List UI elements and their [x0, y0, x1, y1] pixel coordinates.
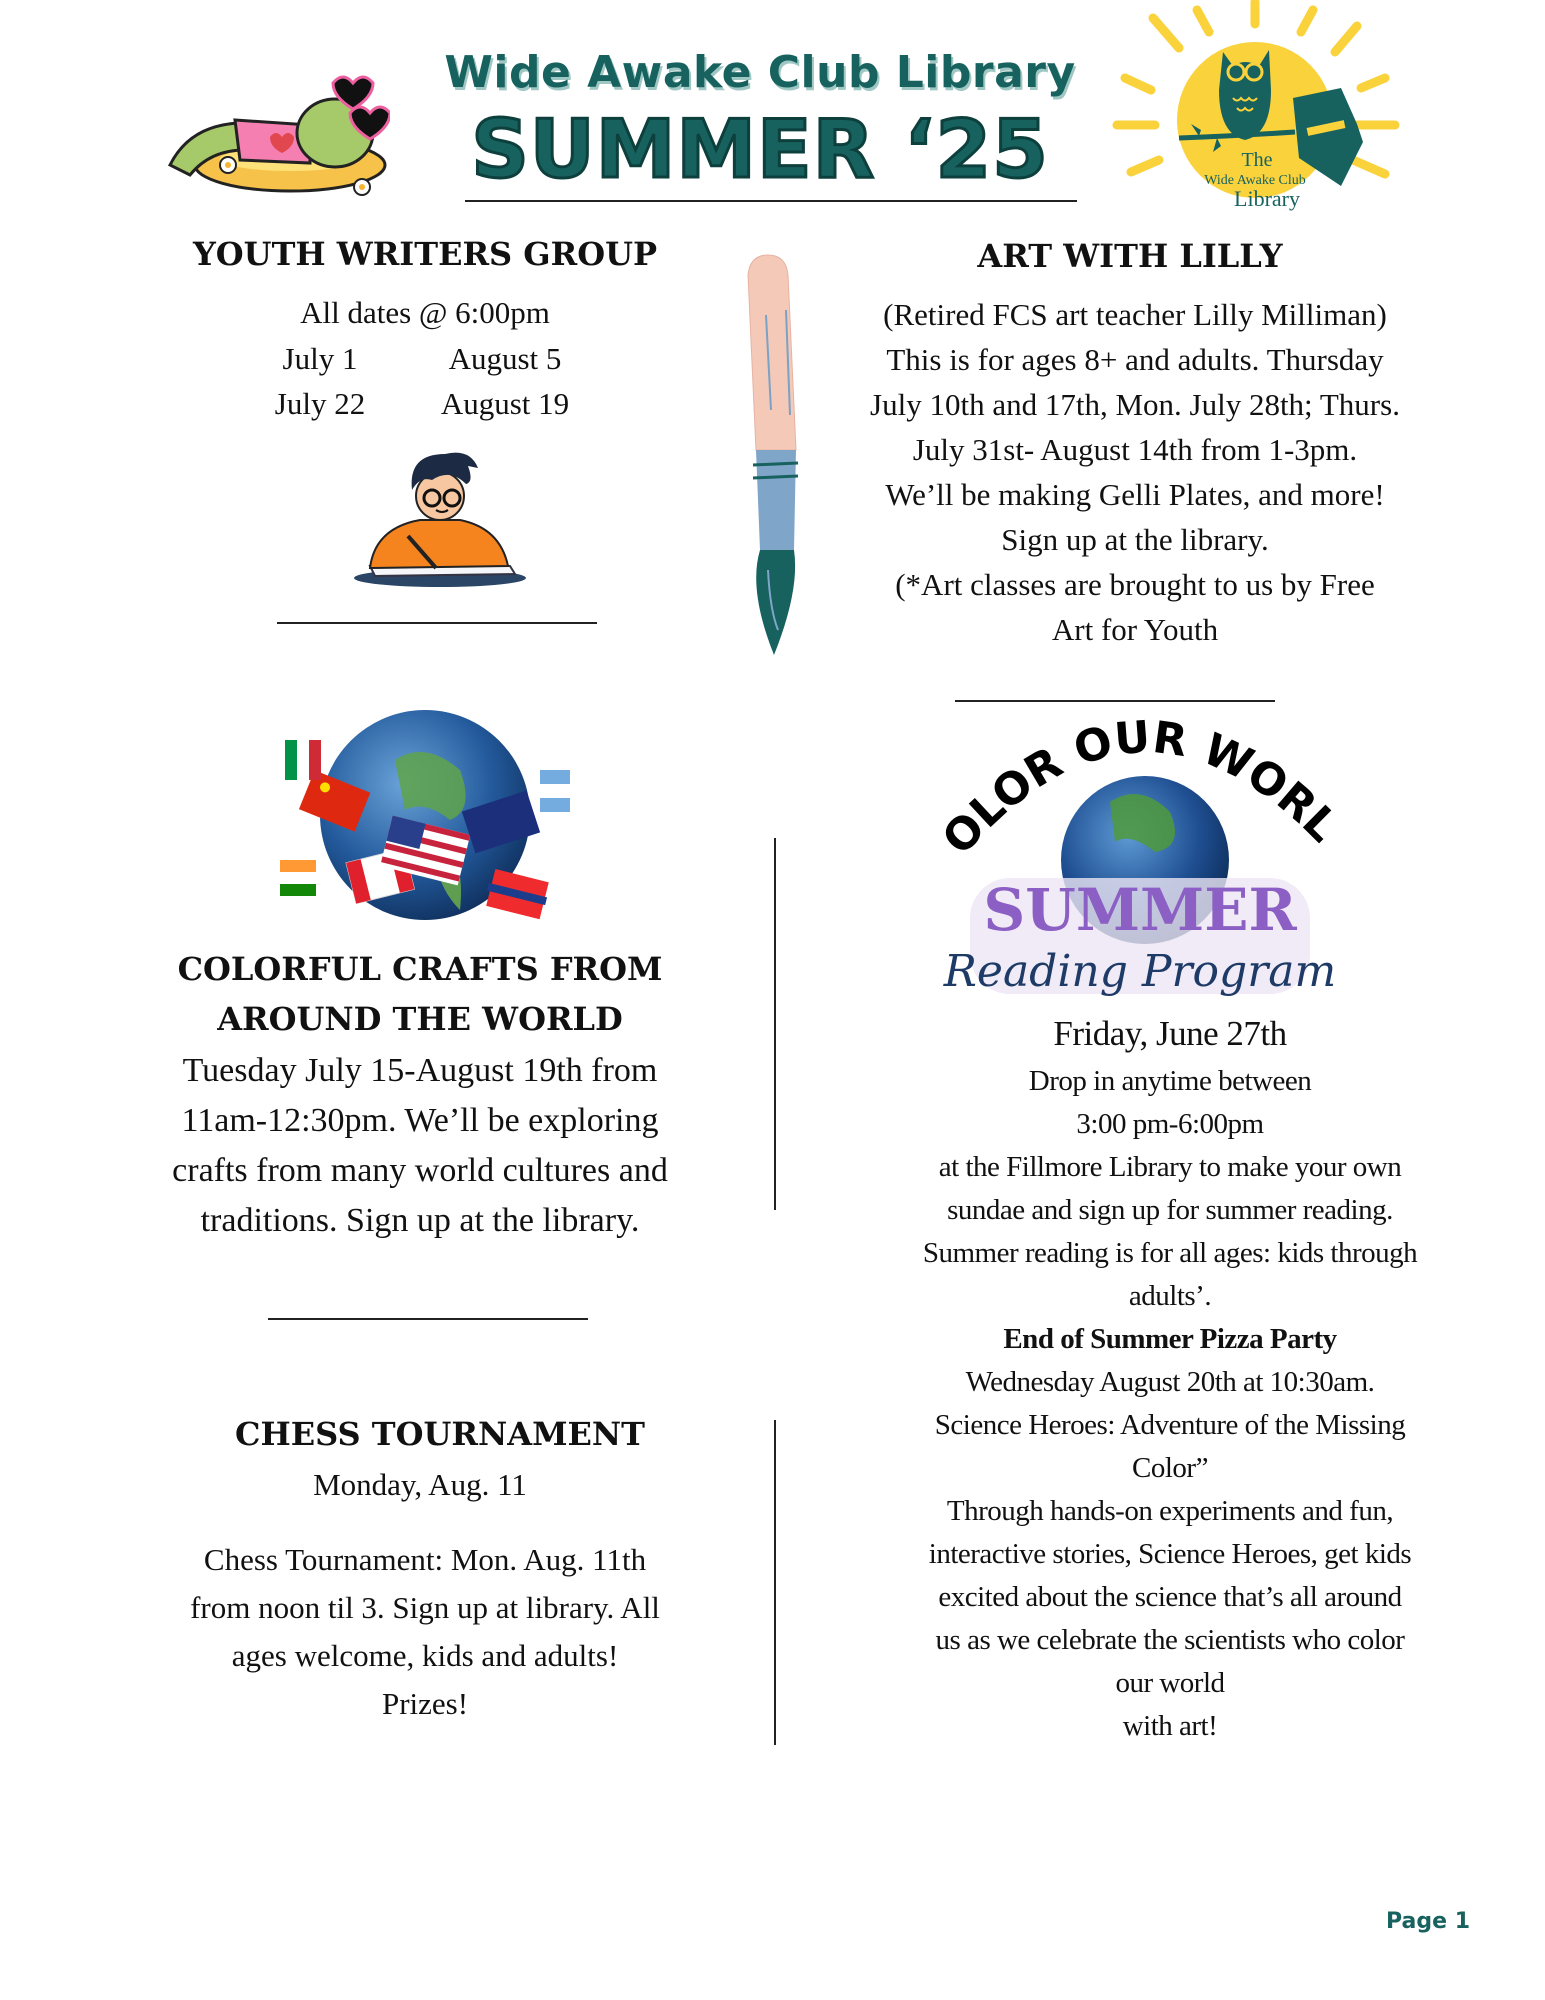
art-with-lilly-title: ART WITH LILLY — [977, 237, 1283, 275]
crafts-title-line: COLORFUL CRAFTS FROM — [177, 950, 663, 988]
party-line: Wednesday August 20th at 10:30am. — [965, 1366, 1375, 1398]
crafts-title — [130, 944, 710, 1044]
youth-writers-dates — [150, 336, 700, 426]
column-divider — [774, 838, 776, 1210]
logo-text-library: Library — [1234, 186, 1300, 211]
column-divider — [774, 1420, 776, 1745]
writers-date: July 1 — [282, 341, 358, 376]
chess-title: CHESS TOURNAMENT — [235, 1415, 645, 1453]
youth-writers-time: All dates @ 6:00pm — [300, 295, 550, 330]
party-line: interactive stories, Science Heroes, get kids — [928, 1538, 1412, 1570]
art-line: July 10th and 17th, Mon. July 28th; Thurs. — [870, 387, 1400, 422]
section-divider — [268, 1318, 588, 1320]
reading-line: sundae and sign up for summer reading. — [947, 1194, 1393, 1226]
youth-writers-title: YOUTH WRITERS GROUP — [192, 235, 658, 273]
globe-flags-illustration — [275, 700, 575, 920]
reading-program-word: Reading Program — [943, 946, 1337, 997]
page-number: Page 1 — [1385, 1909, 1470, 1934]
summer-title: SUMMER ‘25 — [471, 103, 1049, 196]
party-line: excited about the science that’s all around — [938, 1581, 1402, 1613]
reading-line: adults’. — [1128, 1280, 1212, 1312]
library-name-heading: Wide Awake Club Library — [444, 47, 1076, 98]
summer-reading-graphic — [930, 710, 1350, 1000]
art-line: (Retired FCS art teacher Lilly Milliman) — [883, 297, 1387, 332]
crafts-line: Tuesday July 15-August 19th from — [182, 1052, 658, 1089]
summer-word: SUMMER — [983, 876, 1297, 944]
art-with-lilly-body — [815, 292, 1455, 652]
chess-line: Prizes! — [381, 1686, 469, 1721]
party-line: with art! — [1122, 1710, 1218, 1742]
color-our-world-arc-text: OLOR OUR WORL — [932, 711, 1349, 865]
chess-line: from noon til 3. Sign up at library. All — [190, 1590, 660, 1625]
party-line: Through hands-on experiments and fun, — [946, 1495, 1394, 1527]
party-line: our world — [1115, 1667, 1225, 1699]
crafts-title-line: AROUND THE WORLD — [217, 1000, 623, 1038]
reading-line: at the Fillmore Library to make your own — [938, 1151, 1402, 1183]
crafts-line: 11am-12:30pm. We’ll be exploring — [181, 1102, 659, 1139]
reading-line: 3:00 pm-6:00pm — [1076, 1108, 1264, 1140]
chess-date: Monday, Aug. 11 — [313, 1467, 527, 1502]
chess-body — [110, 1536, 740, 1728]
summer-reading-date: Friday, June 27th — [1053, 1014, 1287, 1053]
crafts-body — [100, 1046, 740, 1246]
chess-line: Chess Tournament: Mon. Aug. 11th — [203, 1542, 647, 1577]
writers-date: August 5 — [448, 341, 562, 376]
art-line: Art for Youth — [1051, 612, 1219, 647]
chess-line: ages welcome, kids and adults! — [231, 1638, 619, 1673]
crafts-line: crafts from many world cultures and — [172, 1152, 668, 1189]
reading-line: Summer reading is for all ages: kids through — [922, 1237, 1418, 1269]
art-line: Sign up at the library. — [1001, 522, 1269, 557]
crafts-line: traditions. Sign up at the library. — [200, 1202, 640, 1239]
library-logo — [1095, 0, 1415, 226]
frog-float-illustration — [150, 55, 390, 200]
writers-date: August 19 — [440, 386, 570, 421]
party-line: Color” — [1132, 1452, 1208, 1484]
summer-reading-body — [860, 1060, 1480, 1748]
section-divider — [277, 622, 597, 624]
art-line: We’ll be making Gelli Plates, and more! — [885, 477, 1385, 512]
logo-text-club: Wide Awake Club — [1204, 173, 1306, 188]
art-line: July 31st- August 14th from 1-3pm. — [912, 432, 1358, 467]
boy-writing-illustration — [350, 448, 530, 588]
party-line: us as we celebrate the scientists who color — [935, 1624, 1405, 1656]
pizza-party-title: End of Summer Pizza Party — [1003, 1323, 1337, 1355]
reading-line: Drop in anytime between — [1028, 1065, 1312, 1097]
section-divider — [955, 700, 1275, 702]
paintbrush-illustration — [738, 250, 808, 660]
header-divider — [465, 200, 1077, 202]
logo-text-the: The — [1241, 149, 1273, 171]
party-line: Science Heroes: Adventure of the Missing — [934, 1409, 1406, 1441]
art-line: (*Art classes are brought to us by Free — [895, 567, 1375, 602]
art-line: This is for ages 8+ and adults. Thursday — [886, 342, 1384, 377]
writers-date: July 22 — [274, 386, 366, 421]
